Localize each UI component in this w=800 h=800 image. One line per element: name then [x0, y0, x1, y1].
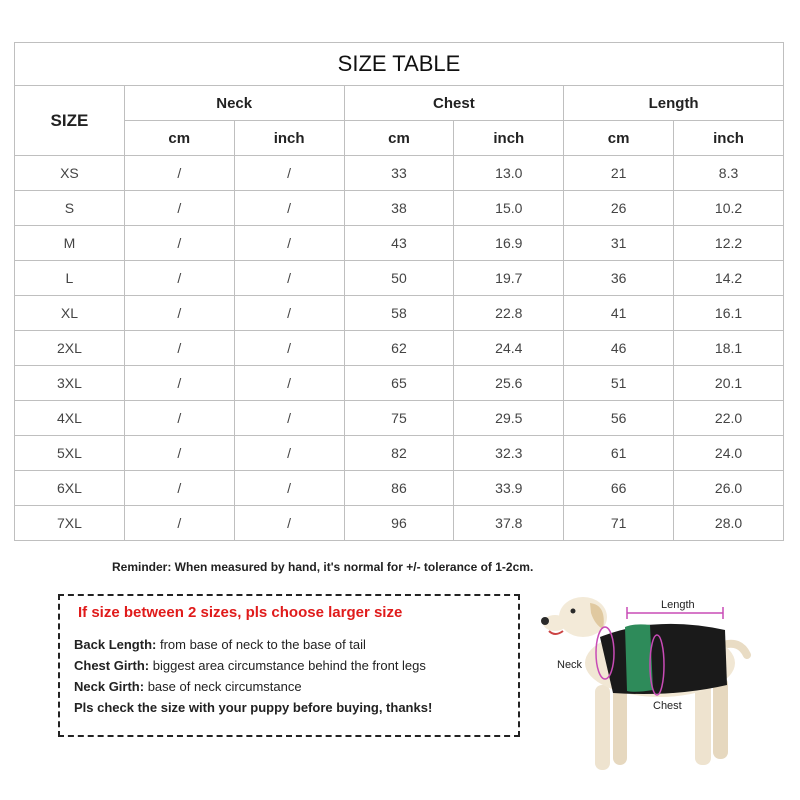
table-row	[15, 471, 784, 506]
size-cell: S	[15, 191, 125, 226]
size-cell: 5XL	[15, 436, 125, 471]
measurement-cell: /	[124, 296, 234, 331]
size-cell: M	[15, 226, 125, 261]
measurement-cell: 58	[344, 296, 454, 331]
table-row	[15, 156, 784, 191]
unit-header: cm	[564, 121, 674, 156]
size-table	[14, 42, 784, 541]
dog-front-leg	[595, 685, 610, 770]
measurement-cell: /	[124, 226, 234, 261]
chest-girth-text: biggest area circumstance behind the front legs	[149, 658, 426, 673]
unit-header: inch	[674, 121, 784, 156]
measurement-cell: /	[234, 436, 344, 471]
size-cell: 7XL	[15, 506, 125, 541]
unit-header: inch	[454, 121, 564, 156]
check-size-note: Pls check the size with your puppy before buying, thanks!	[74, 700, 433, 715]
table-row	[15, 191, 784, 226]
back-length-note	[74, 637, 366, 652]
measurement-cell: 61	[564, 436, 674, 471]
size-cell: XS	[15, 156, 125, 191]
measurement-cell: /	[234, 401, 344, 436]
measurement-cell: 12.2	[674, 226, 784, 261]
measurement-cell: 65	[344, 366, 454, 401]
table-row	[15, 296, 784, 331]
measurement-cell: 66	[564, 471, 674, 506]
measurement-cell: 19.7	[454, 261, 564, 296]
measurement-cell: 33.9	[454, 471, 564, 506]
measurement-cell: 24.4	[454, 331, 564, 366]
measurement-cell: /	[124, 401, 234, 436]
measurement-cell: 25.6	[454, 366, 564, 401]
measurement-cell: /	[124, 261, 234, 296]
size-cell: 6XL	[15, 471, 125, 506]
chest-label: Chest	[653, 700, 682, 712]
measurement-cell: 38	[344, 191, 454, 226]
measurement-cell: 75	[344, 401, 454, 436]
measurement-cell: 86	[344, 471, 454, 506]
table-title: SIZE TABLE	[15, 43, 784, 86]
measurement-cell: 46	[564, 331, 674, 366]
measurement-cell: 28.0	[674, 506, 784, 541]
dog-eye	[571, 609, 576, 614]
length-label: Length	[661, 599, 695, 611]
neck-girth-note	[74, 679, 302, 694]
neck-label: Neck	[557, 659, 583, 671]
measurement-cell: 22.8	[454, 296, 564, 331]
dog-front-leg	[613, 687, 627, 765]
measurement-cell: /	[124, 191, 234, 226]
table-row	[15, 436, 784, 471]
size-cell: L	[15, 261, 125, 296]
dog-measurement-diagram	[535, 585, 785, 785]
neck-girth-text: base of neck circumstance	[144, 679, 302, 694]
measurement-cell: 96	[344, 506, 454, 541]
measurement-cell: 20.1	[674, 366, 784, 401]
measurement-cell: 82	[344, 436, 454, 471]
measurement-cell: 22.0	[674, 401, 784, 436]
size-cell: XL	[15, 296, 125, 331]
table-row	[15, 331, 784, 366]
size-column-header: SIZE	[15, 86, 125, 156]
measurement-cell: /	[234, 191, 344, 226]
back-length-label: Back Length:	[74, 637, 157, 652]
measurement-cell: /	[124, 471, 234, 506]
measurement-cell: 56	[564, 401, 674, 436]
size-table-body	[15, 156, 784, 541]
measurement-cell: 50	[344, 261, 454, 296]
dog-vest-panel	[625, 624, 653, 691]
measurement-cell: 41	[564, 296, 674, 331]
unit-header: cm	[124, 121, 234, 156]
unit-header: cm	[344, 121, 454, 156]
measurement-cell: 21	[564, 156, 674, 191]
dog-hind-leg	[695, 680, 711, 765]
chest-girth-label: Chest Girth:	[74, 658, 150, 673]
measurement-cell: 14.2	[674, 261, 784, 296]
table-row	[15, 506, 784, 541]
dog-nose	[541, 617, 549, 625]
measurement-cell: 16.9	[454, 226, 564, 261]
measurement-cell: 36	[564, 261, 674, 296]
length-group-header: Length	[564, 86, 784, 121]
measurement-cell: /	[234, 261, 344, 296]
back-length-text: from base of neck to the base of tail	[156, 637, 366, 652]
dog-mouth	[549, 631, 563, 634]
measurement-cell: 51	[564, 366, 674, 401]
table-row	[15, 366, 784, 401]
chest-group-header: Chest	[344, 86, 564, 121]
measurement-cell: 16.1	[674, 296, 784, 331]
measurement-cell: /	[124, 506, 234, 541]
measurement-cell: 13.0	[454, 156, 564, 191]
measurement-cell: /	[234, 296, 344, 331]
dog-hind-leg	[713, 677, 728, 759]
measurement-cell: /	[234, 331, 344, 366]
table-row	[15, 226, 784, 261]
notes-box	[58, 594, 520, 737]
measurement-cell: /	[234, 366, 344, 401]
measurement-cell: 24.0	[674, 436, 784, 471]
measurement-cell: 62	[344, 331, 454, 366]
measurement-cell: 43	[344, 226, 454, 261]
measurement-cell: /	[124, 436, 234, 471]
notes-heading: If size between 2 sizes, pls choose larger size	[78, 604, 403, 621]
neck-group-header: Neck	[124, 86, 344, 121]
size-cell: 4XL	[15, 401, 125, 436]
measurement-cell: /	[234, 226, 344, 261]
measurement-cell: /	[124, 331, 234, 366]
neck-girth-label: Neck Girth:	[74, 679, 145, 694]
size-cell: 3XL	[15, 366, 125, 401]
unit-header: inch	[234, 121, 344, 156]
table-row	[15, 261, 784, 296]
measurement-cell: 33	[344, 156, 454, 191]
reminder-text: Reminder: When measured by hand, it's normal for +/- tolerance of 1-2cm.	[112, 560, 534, 574]
measurement-cell: 32.3	[454, 436, 564, 471]
dog-illustration	[535, 585, 785, 785]
measurement-cell: /	[124, 156, 234, 191]
measurement-cell: /	[124, 366, 234, 401]
measurement-cell: 29.5	[454, 401, 564, 436]
measurement-cell: 10.2	[674, 191, 784, 226]
chest-girth-note	[74, 658, 426, 673]
measurement-cell: /	[234, 471, 344, 506]
measurement-cell: /	[234, 506, 344, 541]
measurement-cell: 26.0	[674, 471, 784, 506]
size-cell: 2XL	[15, 331, 125, 366]
measurement-cell: 71	[564, 506, 674, 541]
measurement-cell: 37.8	[454, 506, 564, 541]
measurement-cell: /	[234, 156, 344, 191]
measurement-cell: 26	[564, 191, 674, 226]
table-row	[15, 401, 784, 436]
measurement-cell: 31	[564, 226, 674, 261]
measurement-cell: 8.3	[674, 156, 784, 191]
measurement-cell: 15.0	[454, 191, 564, 226]
measurement-cell: 18.1	[674, 331, 784, 366]
